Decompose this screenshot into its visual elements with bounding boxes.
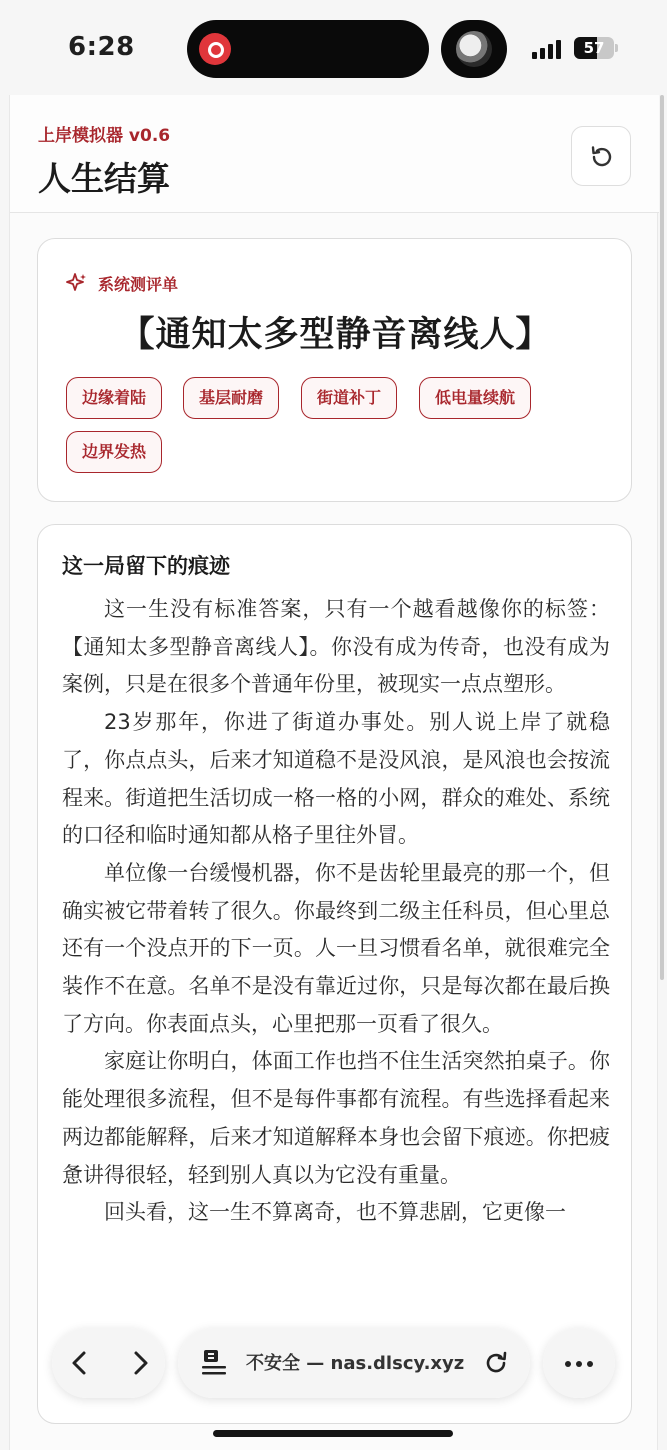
- story-text: [62, 591, 610, 1232]
- dynamic-island[interactable]: [187, 20, 429, 78]
- tag-chip: 低电量续航: [419, 377, 531, 419]
- status-time: 6:28: [68, 32, 135, 62]
- page-menu-icon[interactable]: [200, 1348, 230, 1378]
- story-card: [37, 524, 632, 1424]
- web-page: [9, 95, 658, 1450]
- restart-button[interactable]: [571, 126, 631, 186]
- address-bar[interactable]: [178, 1328, 530, 1398]
- story-paragraph: 单位像一台缓慢机器，你不是齿轮里最亮的那一个，但确实被它带着转了很久。你最终到二级主任科员，但心里总还有一个没点开的下一页。人一旦习惯看名单，就很难完全装作不在意。名单不是没有靠近过你，只是每次都在最后换了方向。你表面点头，心里把那一页看了很久。: [62, 860, 610, 1036]
- story-paragraph: 家庭让你明白，体面工作也挡不住生活突然拍桌子。你能处理很多流程，但不是每件事都有流程。有些选择看起来两边都能解释，后来才知道解释本身也会留下痕迹。你把疲惫讲得很轻，轻到别人真以为它没有重量。: [62, 1049, 610, 1187]
- chevron-left-icon[interactable]: [66, 1348, 94, 1378]
- personality-label: 【通知太多型静音离线人】: [119, 315, 552, 355]
- tag-chip: 基层耐磨: [183, 377, 279, 419]
- dynamic-island-activity[interactable]: [441, 20, 507, 78]
- battery-level: 57: [583, 39, 605, 57]
- eyebrow: [66, 271, 178, 295]
- tag-chip: 街道补丁: [301, 377, 397, 419]
- refresh-icon: [588, 143, 616, 171]
- reload-icon[interactable]: [482, 1349, 510, 1377]
- nav-buttons: [52, 1328, 165, 1398]
- browser-toolbar: [0, 1315, 667, 1415]
- story-paragraph: 这一生没有标准答案，只有一个越看越像你的标签：【通知太多型静音离线人】。你没有成为传奇，也没有成为案例，只是在很多个普通年份里，被现实一点点塑形。: [62, 597, 610, 697]
- page-title: 人生结算: [38, 159, 170, 198]
- home-indicator[interactable]: [213, 1430, 453, 1437]
- tag-chip: 边界发热: [66, 431, 162, 473]
- signal-icon: [532, 39, 564, 59]
- status-bar: [0, 0, 667, 95]
- eyebrow-label: 系统测评单: [98, 274, 179, 294]
- app-version: 上岸模拟器 v0.6: [38, 126, 171, 146]
- story-paragraph: 回头看，这一生不算离奇，也不算悲剧，它更像一: [104, 1200, 566, 1225]
- chevron-right-icon[interactable]: [126, 1348, 154, 1378]
- scrollbar[interactable]: [660, 95, 664, 980]
- music-app-icon[interactable]: [199, 33, 231, 65]
- battery-icon: [574, 37, 614, 59]
- tag-chip: 边缘着陆: [66, 377, 162, 419]
- sparkle-icon: [66, 272, 88, 294]
- story-paragraph: 23岁那年，你进了街道办事处。别人说上岸了就稳了，你点点头，后来才知道稳不是没风浪，是风浪也会按流程来。街道把生活切成一格一格的小网，群众的难处、系统的口径和临时通知都从格子里往外冒。: [62, 710, 610, 848]
- activity-avatar-icon: [456, 31, 492, 67]
- url-text[interactable]: 不安全 — nas.dlscy.xyz: [246, 1353, 465, 1374]
- section-title: 这一局留下的痕迹: [62, 554, 230, 578]
- evaluation-card: [37, 238, 632, 502]
- more-button[interactable]: [543, 1328, 615, 1398]
- page-header: [10, 95, 659, 213]
- more-dots-icon: [565, 1361, 571, 1367]
